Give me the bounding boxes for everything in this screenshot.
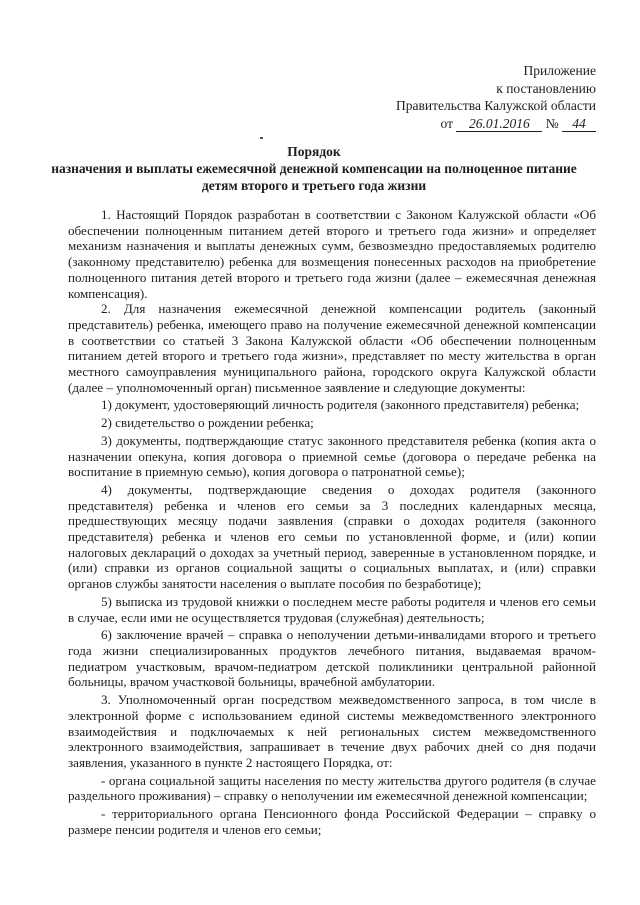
number-prefix: № [545, 115, 559, 131]
scan-speck [260, 137, 263, 139]
document-body [68, 207, 596, 837]
appendix-date-number-line [336, 115, 596, 133]
document-title [30, 143, 598, 194]
list-item-4: 4) документы, подтверждающие сведения о доходах родителя (законного представителя) ребенка и членов его семьи за 3 последних календарных месяца, предшествующих месяцу подачи заявления (справки о доходах родителя (законного представителя) ребенка и членов его семьи по установленной форме, и (или) копии налоговых деклараций о доходах за учетный период, заверенные в установленном порядке, и (или) справки из органов социальной защиты о социальных выплатах, и (или) справки органов службы занятости населения о выплате пособия по безработице); [68, 481, 596, 592]
paragraph-3: 3. Уполномоченный орган посредством межведомственного запроса, в том числе в электронной форме с использованием единой системы межведомственного электронного взаимодействия и подключаемых к ней региональных систем межведомственного электронного взаимодействия, запрашивает в течение двух рабочих дней со дня подачи заявления, указанного в пункте 2 настоящего Порядка, от: [68, 692, 596, 770]
list-item-5: 5) выписка из трудовой книжки о последнем месте работы родителя и членов его семьи в случае, если ими не осуществляется трудовая (служебная) деятельность; [68, 593, 596, 625]
paragraph-2: 2. Для назначения ежемесячной денежной компенсации родитель (законный представитель) ребенка, имеющего право на получение ежемесячной денежной компенсации в соответствии со статьей 3 Закона Калужской области «Об обеспечении полноценным питанием детей второго и третьего года жизни», представляет по месту жительства в орган местного самоуправления муниципального района, городского округа Калужской области (далее – уполномоченный орган) письменное заявление и следующие документы: [68, 301, 596, 395]
appendix-label: Приложение [523, 63, 596, 78]
paragraph-1: 1. Настоящий Порядок разработан в соответствии с Законом Калужской области «Об обеспечении полноценным питанием детей второго и третьего года жизни» и определяет механизм назначения и выплаты денежных сумм, безвозмездно предоставляемых родителю (законному представителю) ребенка для возмещения понесенных расходов на приобретение полноценного питания детей второго и третьего года жизни (далее – ежемесячная денежная компенсация). [68, 207, 596, 301]
list-item-2: 2) свидетельство о рождении ребенка; [101, 415, 314, 431]
title-line-1: Порядок [287, 144, 341, 159]
appendix-resolution-label: к постановлению [496, 80, 596, 96]
request-item-2: - территориального органа Пенсионного фонда Российской Федерации – справку о размере пенсии родителя и членов его семьи; [68, 806, 596, 837]
number-value: 44 [562, 117, 596, 132]
appendix-block [336, 62, 596, 132]
request-item-1: - органа социальной защиты населения по месту жительства другого родителя (в случае раздельного проживания) – справку о неполучении им ежемесячной денежной компенсации; [68, 772, 596, 804]
title-line-3: детям второго и третьего года жизни [201, 178, 427, 193]
date-value: 26.01.2016 [456, 117, 542, 132]
list-item-1: 1) документ, удостоверяющий личность родителя (законного представителя) ребенка; [101, 397, 580, 413]
list-item-3: 3) документы, подтверждающие статус законного представителя ребенка (копия акта о назначении опекуна, копия договора о приемной семье (договора о передаче ребенка на воспитание в приемную семью), копия договора о патронатной семье); [68, 432, 596, 480]
title-line-2: назначения и выплаты ежемесячной денежной компенсации на полноценное питание [51, 161, 577, 176]
date-prefix: от [440, 115, 453, 131]
list-item-6: 6) заключение врачей – справка о неполучении детьми-инвалидами второго и третьего года жизни специализированных продуктов лечебного питания, выдаваемая врачом-педиатром участковым, врачом-педиатром детской поликлиники центральной районной больницы, врачом участковой больницы, врачебной амбулатории. [68, 627, 596, 690]
appendix-government-label: Правительства Калужской области [395, 98, 596, 113]
